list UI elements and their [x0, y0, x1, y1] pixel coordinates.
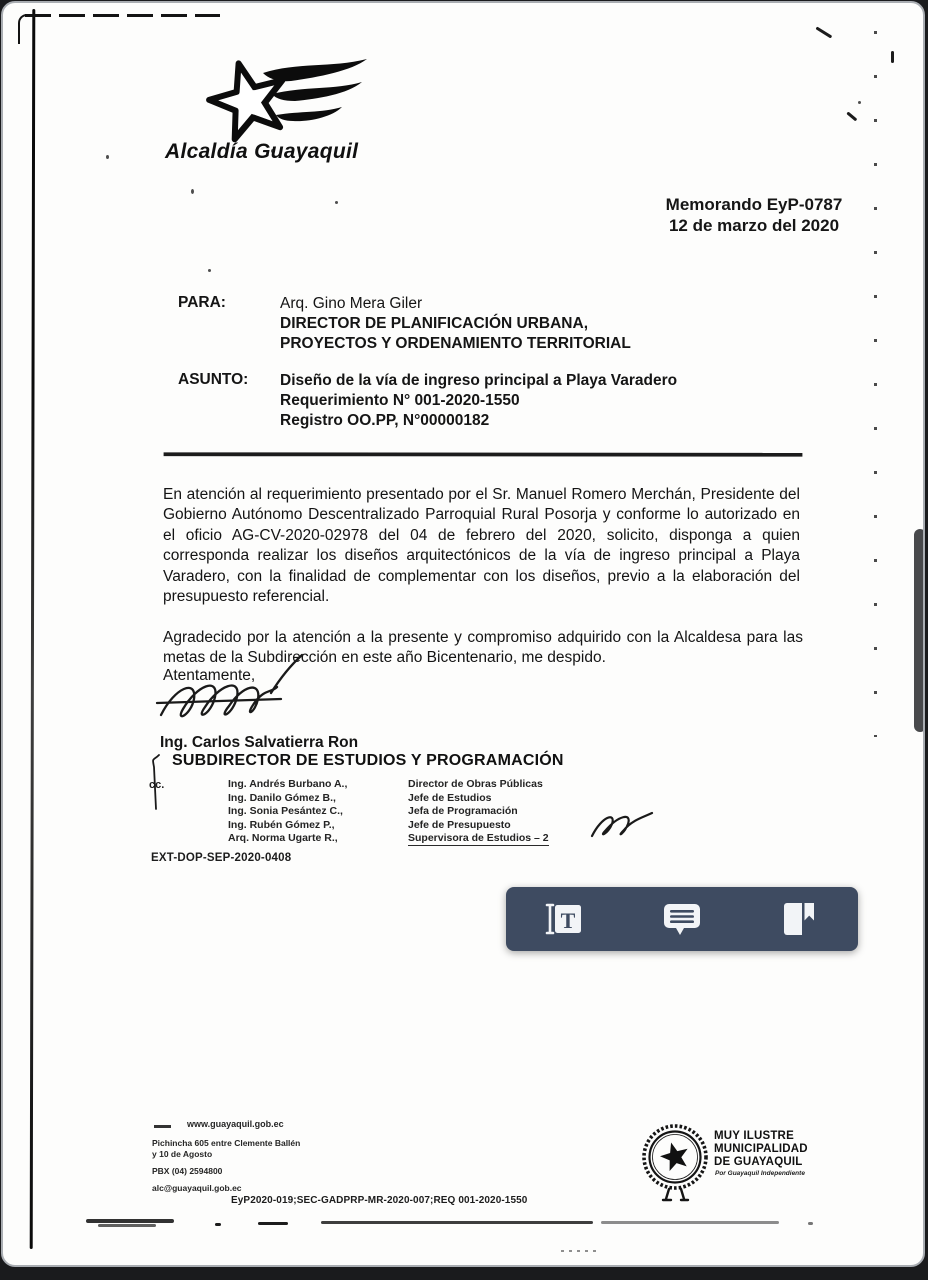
scanned-document-page [1, 1, 925, 1267]
body-paragraph-2: Agradecido por la atención a la presente y compromiso adquirido con la Alcaldesa para las metas de la Subdirección en este año Bicentenario, me despido. [163, 628, 803, 667]
memo-date: 12 de marzo del 2020 [668, 216, 840, 235]
body-paragraph-1: En atención al requerimiento presentado por el Sr. Manuel Romero Merchán, Presidente del Gobierno Autónomo Descentralizado Parroquial Rural Posorja y conforme lo autorizado en el oficio AG-CV-2020-02978 del 04 de febrero del 2020, solicito, disponga a quien corresponda realizar los diseños arquitectónicos de la vía de ingreso principal a Playa Varadero, con la finalidad de complementar con los diseños, previo a la elaboración del presupuesto referencial. [163, 485, 800, 606]
svg-text:T: T [560, 908, 576, 933]
scrollbar-thumb[interactable] [914, 529, 925, 732]
subject-line-3: Registro OO.PP, N°00000182 [280, 412, 490, 429]
cc-name: Ing. Danilo Gómez B., [228, 791, 336, 804]
scan-speck [208, 269, 211, 272]
handwritten-signature [153, 653, 343, 745]
footer-website: www.guayaquil.gob.ec [187, 1119, 284, 1129]
scan-speck [858, 101, 861, 104]
seal-line-2: MUNICIPALIDAD [714, 1142, 808, 1155]
cc-role: Jefe de Estudios [408, 791, 492, 804]
cc-role: Jefa de Programación [408, 805, 518, 818]
signer-title: SUBDIRECTOR DE ESTUDIOS Y PROGRAMACIÓN [172, 752, 564, 769]
footer-address-1: Pichincha 605 entre Clemente Ballén [152, 1138, 301, 1148]
recipient-name: Arq. Gino Mera Giler [280, 295, 423, 312]
text-select-tool-button[interactable] [542, 896, 588, 942]
text-select-icon [542, 896, 588, 942]
logo-wordmark: Alcaldía Guayaquil [165, 140, 359, 163]
subject-line-2: Requerimiento N° 001-2020-1550 [280, 392, 520, 409]
initials-signature [586, 804, 658, 846]
para-label: PARA: [178, 294, 226, 311]
scan-artifact-left-line [30, 9, 36, 1249]
alcaldia-star-logo [199, 57, 371, 149]
footer-dash [154, 1125, 171, 1128]
asunto-label: ASUNTO: [178, 371, 249, 388]
annotation-toolbar [506, 887, 858, 951]
cc-name: Ing. Andrés Burbano A., [228, 778, 348, 790]
memo-number: Memorando EyP-0787 [665, 195, 843, 214]
municipality-seal [639, 1123, 711, 1203]
subject-line-1: Diseño de la vía de ingreso principal a Playa Varadero [280, 372, 678, 389]
closing-salutation: Atentamente, [163, 667, 256, 684]
recipient-title-1: DIRECTOR DE PLANIFICACIÓN URBANA, [280, 315, 588, 332]
cc-role: Director de Obras Públicas [408, 778, 543, 790]
scan-smudge [215, 1223, 221, 1226]
scan-speck [106, 155, 109, 159]
signer-name: Ing. Carlos Salvatierra Ron [160, 734, 359, 751]
bookmark-icon [776, 896, 822, 942]
scan-smudge [86, 1219, 174, 1223]
scan-smudge [258, 1222, 288, 1225]
recipient-title-2: PROYECTOS Y ORDENAMIENTO TERRITORIAL [280, 335, 631, 352]
seal-tagline: Por Guayaquil Independiente [715, 1170, 805, 1177]
ext-reference-code: EXT-DOP-SEP-2020-0408 [151, 852, 292, 864]
scan-artifact-right-dots [874, 31, 877, 737]
scan-smudge [98, 1224, 156, 1227]
scan-artifact-corner [18, 14, 32, 44]
cc-name: Arq. Norma Ugarte R., [228, 832, 338, 845]
seal-line-1: MUY ILUSTRE [714, 1130, 794, 1142]
cc-role: Supervisora de Estudios – 2 [408, 832, 549, 845]
comment-icon [659, 896, 705, 942]
scan-speck [335, 201, 338, 204]
scan-artifact-top-dashes [25, 14, 220, 17]
cc-label: cc. [149, 779, 165, 791]
tracking-reference-line: EyP2020-019;SEC-GADPRP-MR-2020-007;REQ 001-2020-1550 [231, 1195, 528, 1206]
seal-line-3: DE GUAYAQUIL [714, 1155, 803, 1168]
cc-name: Ing. Sonia Pesántez C., [228, 805, 343, 818]
footer-email: alc@guayaquil.gob.ec [152, 1183, 242, 1193]
footer-address-2: y 10 de Agosto [152, 1149, 213, 1159]
scan-dot-row [561, 1250, 601, 1252]
cc-role: Jefe de Presupuesto [408, 818, 511, 831]
scan-smudge [321, 1221, 593, 1224]
cc-name: Ing. Rubén Gómez P., [228, 818, 335, 831]
footer-phone: PBX (04) 2594800 [152, 1166, 223, 1176]
horizontal-rule [164, 453, 802, 457]
scan-smudge [601, 1221, 779, 1224]
bookmark-tool-button[interactable] [776, 896, 822, 942]
scan-speck [847, 111, 858, 121]
scan-speck [816, 26, 833, 38]
scan-smudge [808, 1222, 813, 1225]
scan-speck [191, 189, 194, 194]
comment-tool-button[interactable] [659, 896, 705, 942]
scan-speck [891, 51, 894, 63]
